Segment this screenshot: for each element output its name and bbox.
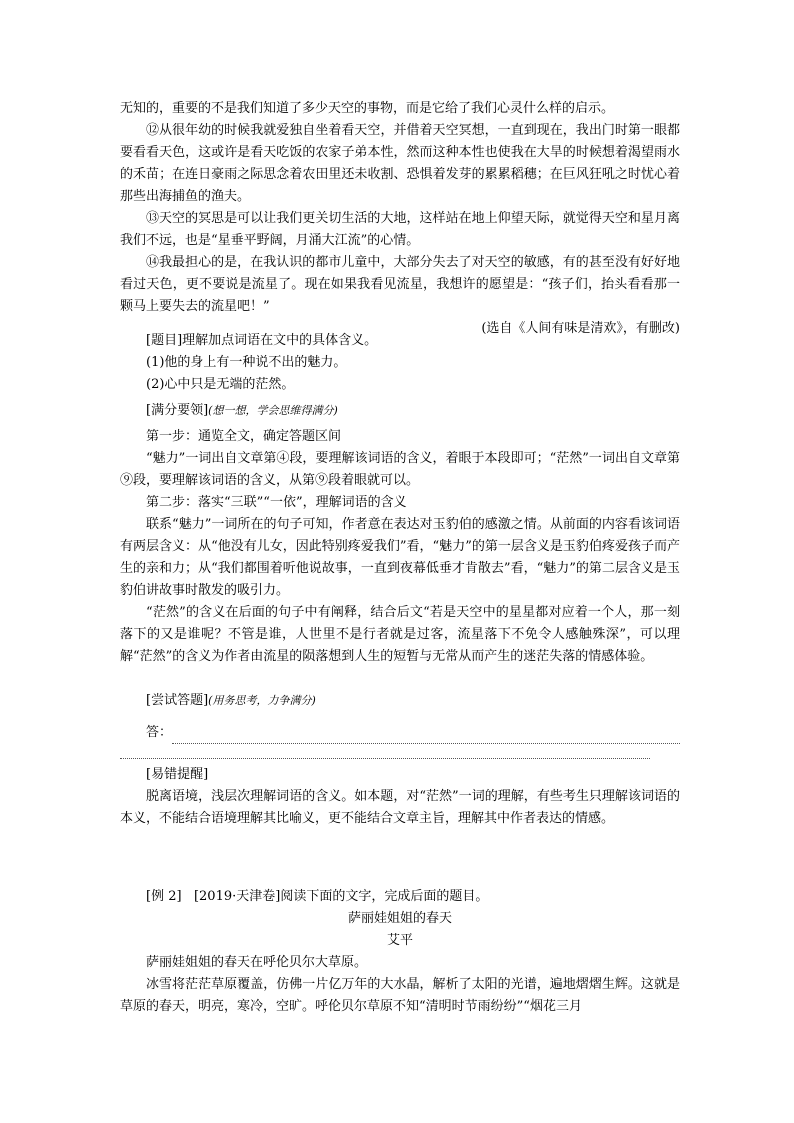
- question-section: [120, 330, 680, 396]
- passage-intro-paragraph: 无知的，重要的不是我们知道了多少天空的事物，而是它给了我们心灵什么样的启示。: [120, 101, 615, 116]
- try-answer-section: [120, 690, 680, 712]
- mistake-body: 脱离语境，浅层次理解词语的含义。如本题，对“茫然”一词的理解，有些考生只理解该词语的本义，不能结合语境理解其比喻义，更不能结合文章主旨，理解其中作者表达的情感。: [120, 789, 680, 826]
- key-points-heading-label: [满分要领]: [146, 403, 209, 418]
- key-points-heading: [120, 400, 680, 422]
- step2-body-1: 联系“魅力”一词所在的句子可知，作者意在表达对玉豹伯的感激之情。从前面的内容看该词语有两层含义：从“他没有儿女，因此特别疼爱我们”看，“魅力”的第一层含义是玉豹伯疼爱孩子而产生的亲和力；从“我们都围着听他说故事，一直到夜幕低垂才肯散去”看，“魅力”的第二层含义是玉豹伯讲故事时散发的吸引力。: [120, 517, 680, 598]
- answer-line-2[interactable]: [120, 744, 650, 766]
- try-answer-heading-note: (用务思考，力争满分): [208, 694, 316, 707]
- example2-paragraph-1: 萨丽娃姐姐的春天在呼伦贝尔大草原。: [146, 955, 368, 970]
- passage-paragraph-12: ⑫从很年幼的时候我就爱独自坐着看天空，并借着天空冥想，一直到现在，我出门时第一眼都要看看天色，这或许是看天吃饭的农家子弟本性，然而这种本性也使我在大旱的时候想着渴望雨水的禾苗；在连日豪雨之际思念着农田里还未收割、恐惧着发芽的累累稻穗；在巨风狂吼之时忧心着那些出海捕鱼的渔夫。: [120, 123, 680, 204]
- answer-line-1[interactable]: [120, 722, 680, 744]
- step1-title: 第一步：通览全文，确定答题区间: [146, 429, 342, 444]
- question-item-1: (1)他的身上有一种说不出的魅力。: [146, 355, 347, 370]
- try-answer-heading-label: [尝试答题]: [146, 693, 209, 708]
- passage-source: (选自《人间有味是清欢》，有删改): [481, 321, 680, 336]
- mistake-section: [120, 764, 680, 830]
- example2-section: [120, 886, 680, 1018]
- step2-body-2: “茫然”的含义在后面的句子中有阐释，结合后文“若是天空中的星星都对应着一个人，那一刻落下的又是谁呢？不管是谁，人世里不是行者就是过客，流星落下不免令人感触殊深”，可以理解“茫然”的含义为作者由流星的陨落想到人生的短暂与无常从而产生的迷茫失落的情感体验。: [120, 605, 680, 664]
- answer-label: 答：: [146, 725, 173, 740]
- question-title: [题目]理解加点词语在文中的具体含义。: [146, 333, 378, 348]
- example2-author: 艾平: [386, 933, 413, 948]
- mistake-heading: [易错提醒]: [146, 767, 209, 782]
- try-answer-heading: [120, 690, 680, 712]
- step1-body: “魅力”一词出自文章第④段，要理解该词语的含义，着眼于本段即可；“茫然”一词出自文章第⑨段，要理解该词语的含义，从第⑨段着眼就可以。: [120, 451, 680, 488]
- step2-title: 第二步：落实“三联”“一依”，理解词语的含义: [146, 495, 407, 510]
- key-points-section: [120, 400, 680, 668]
- example2-label: [例 2]: [146, 889, 182, 904]
- question-item-2: (2)心中只是无端的茫然。: [146, 377, 295, 392]
- answer-blank-1[interactable]: [172, 729, 680, 744]
- example2-paragraph-2: 冰雪将茫茫草原覆盖，仿佛一片亿万年的大水晶，解析了太阳的光谱，遍地熠熠生辉。这就是草原的春天，明亮，寒冷，空旷。呼伦贝尔草原不知“清明时节雨纷纷”“烟花三月: [120, 977, 680, 1014]
- answer-blank-2[interactable]: [120, 744, 650, 759]
- key-points-heading-note: (想一想，学会思维得满分): [208, 404, 338, 417]
- example2-title: 萨丽娃姐姐的春天: [347, 911, 452, 926]
- example2-header: [120, 886, 680, 908]
- answer-area[interactable]: [120, 722, 680, 766]
- passage-paragraph-14: ⑭我最担心的是，在我认识的都市儿童中，大部分失去了对天空的敏感，有的甚至没有好好地看过天色，更不要说是流星了。现在如果我看见流星，我想许的愿望是：“孩子们，抬头看看那一颗马上要失去的流星吧！”: [120, 255, 680, 314]
- passage-section: [120, 98, 680, 340]
- example2-source-tag: [2019·天津卷]阅读下面的文字，完成后面的题目。: [193, 889, 489, 904]
- passage-paragraph-13: ⑬天空的冥思是可以让我们更关切生活的大地，这样站在地上仰望天际，就觉得天空和星月离我们不远，也是“星垂平野阔，月涌大江流”的心情。: [120, 211, 680, 248]
